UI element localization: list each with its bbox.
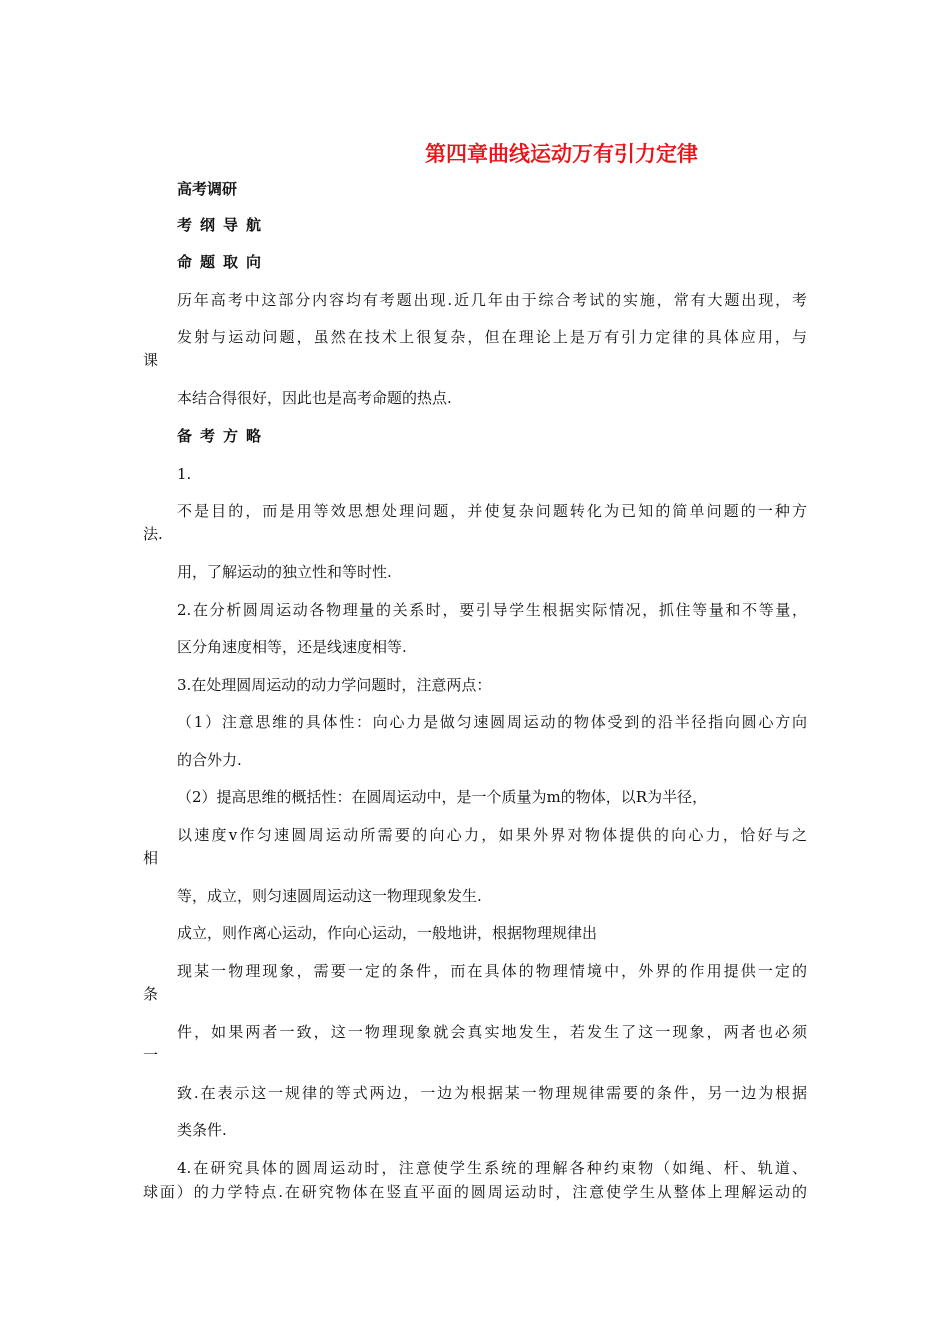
paragraph-line: 成立，则作离心运动，作向心运动，一般地讲，根据物理规律出 — [177, 924, 598, 942]
paragraph-line: 历年高考中这部分内容均有考题出现.近几年由于综合考试的实施，常有大题出现，考 — [177, 291, 807, 309]
paragraph-line: 一 — [143, 1046, 159, 1064]
paragraph-line: （1）注意思维的具体性：向心力是做匀速圆周运动的物体受到的沿半径指向圆心方向 — [177, 713, 807, 731]
heading-topic-orientation: 命题取向 — [177, 253, 270, 271]
paragraph-line: 致.在表示这一规律的等式两边，一边为根据某一物理规律需要的条件，另一边为根据 — [177, 1084, 807, 1102]
paragraph-line: 现某一物理现象，需要一定的条件，而在具体的物理情境中，外界的作用提供一定的 — [177, 962, 807, 980]
heading-gaokao-survey: 高考调研 — [177, 180, 238, 198]
chapter-title: 第四章曲线运动万有引力定律 — [425, 142, 698, 166]
paragraph-line: 等，成立，则匀速圆周运动这一物理现象发生. — [177, 887, 482, 905]
paragraph-line: 用，了解运动的独立性和等时性. — [177, 563, 392, 581]
paragraph-line: 相 — [143, 849, 159, 867]
paragraph-line: 的合外力. — [177, 751, 242, 769]
paragraph-line: 件，如果两者一致，这一物理现象就会真实地发生，若发生了这一现象，两者也必须 — [177, 1023, 807, 1041]
paragraph-line: 类条件. — [177, 1121, 227, 1139]
paragraph-line: 课 — [143, 351, 159, 369]
paragraph-line: 球面）的力学特点.在研究物体在竖直平面的圆周运动时，注意使学生从整体上理解运动的 — [143, 1183, 807, 1201]
paragraph-line: （2）提高思维的概括性：在圆周运动中，是一个质量为m的物体，以R为半径， — [177, 788, 708, 806]
paragraph-line: 2.在分析圆周运动各物理量的关系时，要引导学生根据实际情况，抓住等量和不等量， — [177, 601, 807, 619]
paragraph-line: 1. — [177, 465, 192, 483]
heading-outline-guide: 考纲导航 — [177, 216, 270, 234]
paragraph-line: 3.在处理圆周运动的动力学问题时，注意两点： — [177, 676, 492, 694]
paragraph-line: 区分角速度相等，还是线速度相等. — [177, 638, 407, 656]
paragraph-line: 以速度v作匀速圆周运动所需要的向心力，如果外界对物体提供的向心力，恰好与之 — [177, 826, 807, 844]
heading-prep-strategy: 备考方略 — [177, 427, 270, 445]
paragraph-line: 法. — [143, 525, 163, 543]
paragraph-line: 4.在研究具体的圆周运动时，注意使学生系统的理解各种约束物（如绳、杆、轨道、 — [177, 1159, 807, 1177]
paragraph-line: 条 — [143, 985, 159, 1003]
paragraph-line: 发射与运动问题，虽然在技术上很复杂，但在理论上是万有引力定律的具体应用，与 — [177, 328, 807, 346]
paragraph-line: 不是目的，而是用等效思想处理问题，并使复杂问题转化为已知的简单问题的一种方 — [177, 502, 807, 520]
paragraph-line: 本结合得很好，因此也是高考命题的热点. — [177, 389, 452, 407]
